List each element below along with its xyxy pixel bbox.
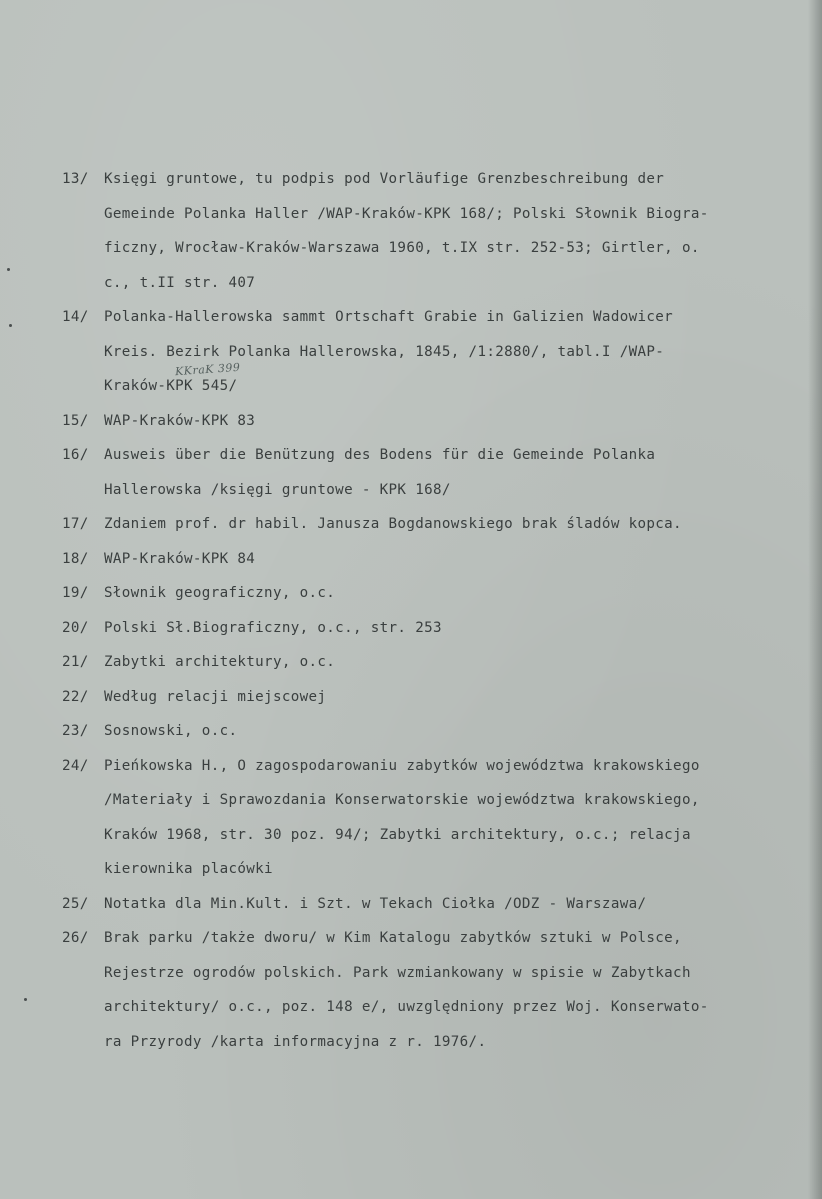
footnote-text: Brak parku /także dworu/ w Kim Katalogu zabytków sztuki w Polsce, Rejestrze ogrodów polskich. Park wzmiankowany w spisie w Zabytkach architektury/ o.c., poz. 148 e/, uwzględniony przez Woj. Konserwato- ra Przyrody /karta informacyjna z r. 1976/. (104, 930, 709, 1050)
footnote-text: Słownik geograficzny, o.c. (104, 585, 336, 601)
punch-mark (24, 998, 27, 1001)
footnote-number: 26/ (62, 930, 89, 946)
footnote-23 (62, 714, 814, 749)
footnote-text: Zabytki architektury, o.c. (104, 654, 336, 670)
footnote-text: Polski Sł.Biograficzny, o.c., str. 253 (104, 619, 442, 636)
handwritten-annotation: KKraK 399 (174, 360, 241, 379)
footnote-text: WAP-Kraków-KPK 83 (104, 412, 256, 429)
footnote-22 (62, 680, 814, 715)
footnote-18 (62, 542, 814, 577)
footnote-21 (62, 645, 814, 680)
footnote-13 (62, 162, 814, 300)
footnote-number: 13/ (62, 171, 89, 187)
footnote-number: 21/ (62, 654, 89, 670)
footnote-text: Notatka dla Min.Kult. i Szt. w Tekach Ciołka /ODZ - Warszawa/ (104, 895, 647, 912)
footnote-text: Ausweis über die Benützung des Bodens für die Gemeinde Polanka Hallerowska /księgi gruntowe - KPK 168/ (104, 447, 656, 498)
footnote-24 (62, 749, 814, 887)
footnote-text: Sosnowski, o.c. (104, 723, 238, 739)
footnote-text: Zdaniem prof. dr habil. Janusza Bogdanowskiego brak śladów kopca. (104, 516, 682, 532)
footnote-text: Pieńkowska H., O zagospodarowaniu zabytków województwa krakowskiego /Materiały i Sprawozdania Konserwatorskie województwa krakowskiego, Kraków 1968, str. 30 poz. 94/; Zabytki architektury, o.c.; relacja kierownika placówki (104, 757, 700, 877)
footnote-number: 19/ (62, 585, 89, 601)
footnote-number: 23/ (62, 723, 89, 739)
footnote-text: Według relacji miejscowej (104, 688, 327, 705)
footnote-number: 15/ (62, 412, 89, 429)
footnote-number: 18/ (62, 550, 89, 567)
footnote-25 (62, 887, 814, 922)
footnote-19 (62, 576, 814, 611)
footnote-number: 20/ (62, 619, 89, 636)
footnote-number: 17/ (62, 516, 89, 532)
footnote-number: 22/ (62, 688, 89, 705)
punch-mark (7, 268, 10, 271)
footnote-14 (62, 300, 814, 404)
footnote-text: Księgi gruntowe, tu podpis pod Vorläufige Grenzbeschreibung der Gemeinde Polanka Haller /WAP-Kraków-KPK 168/; Polski Słownik Biogra- ficzny, Wrocław-Kraków-Warszawa 1960, t.IX str. 252-53; Girtler, o. c., t.II str. 407 (104, 171, 709, 291)
footnote-text: WAP-Kraków-KPK 84 (104, 550, 256, 567)
footnote-text: Polanka-Hallerowska sammt Ortschaft Grabie in Galizien Wadowicer Kreis. Bezirk Polanka Hallerowska, 1845, /1:2880/, tabl.I /WAP- Kraków-KPK 545/ (104, 309, 674, 394)
footnotes-list (62, 162, 814, 1059)
footnote-17 (62, 507, 814, 542)
punch-mark (9, 324, 12, 327)
footnote-16 (62, 438, 814, 507)
footnote-20 (62, 611, 814, 646)
footnote-number: 25/ (62, 895, 89, 912)
footnote-number: 24/ (62, 757, 89, 774)
footnote-26 (62, 921, 814, 1059)
footnote-number: 14/ (62, 309, 89, 325)
footnote-15 (62, 404, 814, 439)
footnote-number: 16/ (62, 447, 89, 463)
